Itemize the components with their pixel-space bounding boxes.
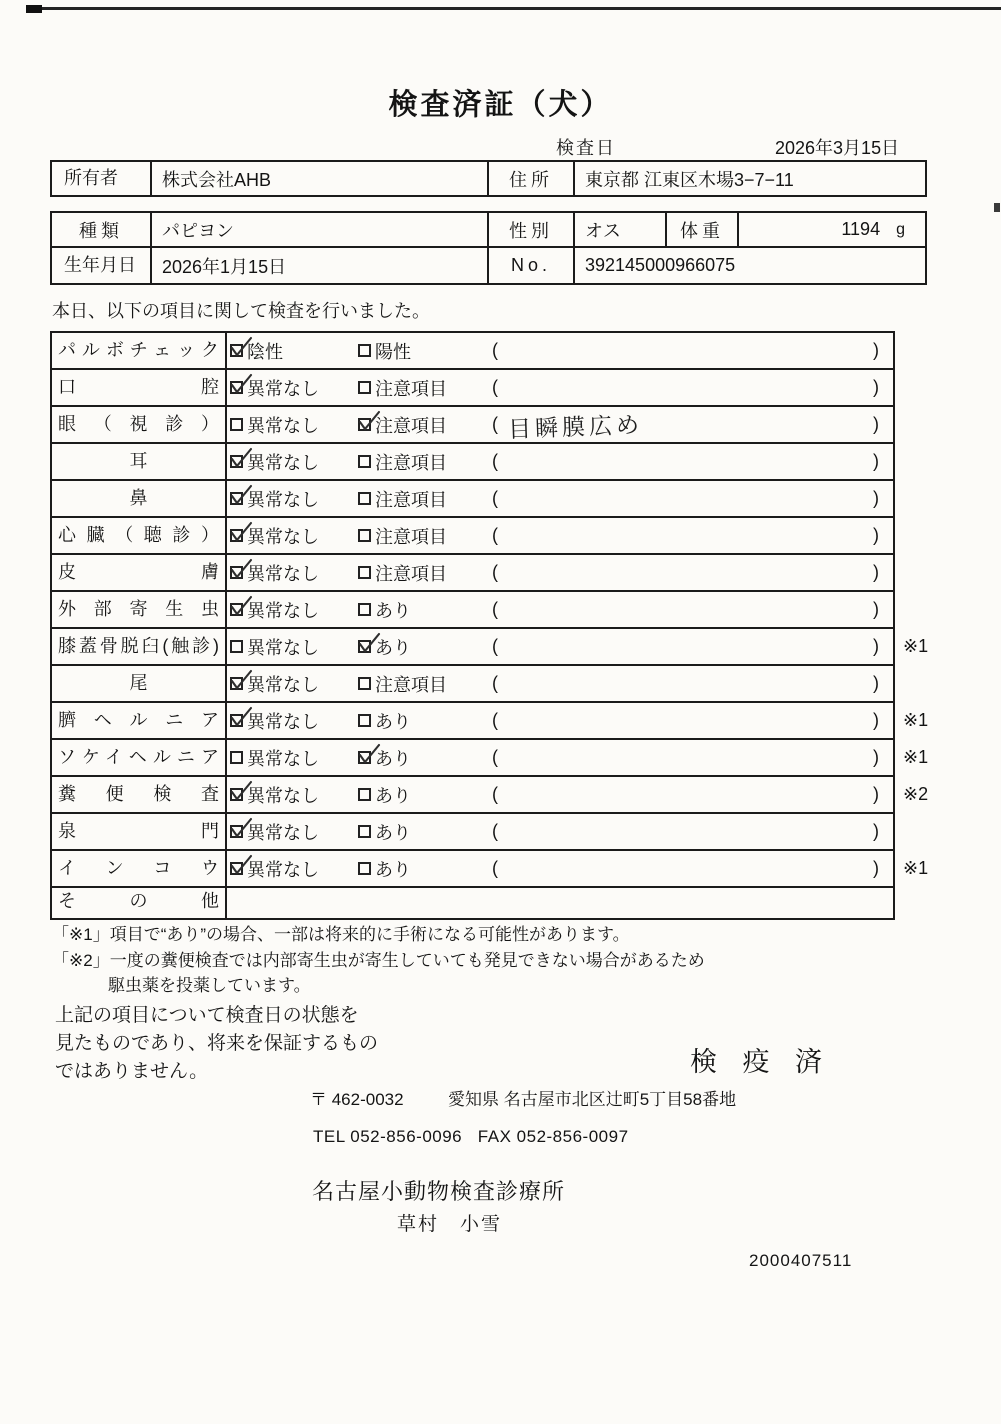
result-option-1 [227,333,355,368]
paren-close: ) [873,377,879,397]
disclaimer-text [55,1002,378,1086]
checkbox [230,566,243,579]
owner-value-cell: 株式会社AHB [152,162,489,195]
pet-table [50,211,927,285]
disclaimer-line-3: ではありません。 [55,1061,209,1082]
remarks-area [490,629,893,664]
paren-open: ( [492,784,498,804]
type-value-cell: パピヨン [152,213,489,246]
inspection-row-content [227,777,893,812]
result-option-2 [355,555,490,590]
pet-table-row-1 [52,213,925,248]
no-label-cell: No. [489,248,575,283]
result-option-2 [355,666,490,701]
document-title: 検査済証（犬） [388,89,613,121]
inspection-row-content [227,851,893,886]
remarks-area [490,407,893,442]
checkbox [358,418,371,431]
option-label: 異常なし [247,415,319,436]
result-option-1 [227,629,355,664]
inspection-item-label: 耳 [52,444,227,479]
inspection-row [52,703,929,740]
paren-close: ) [873,636,879,656]
check-mark-icon [228,558,253,581]
inspection-row [52,629,929,666]
inspection-item-label: 臍ヘルニア [52,703,227,738]
paren-open: ( [492,562,498,582]
result-option-1 [227,703,355,738]
no-value-cell: 392145000966075 [585,255,736,275]
inspection-row [52,555,893,592]
inspection-item-label: 鼻 [52,481,227,516]
check-mark-icon [228,780,253,803]
result-option-1 [227,851,355,886]
remarks-area [490,703,893,738]
option-label: 異常なし [247,711,319,732]
result-option-2 [355,333,490,368]
result-option-2 [355,407,490,442]
checkbox [230,714,243,727]
paren-close: ) [873,599,879,619]
remarks-area [490,851,893,886]
option-label: 注意項目 [375,452,447,473]
paren-close: ) [873,525,879,545]
owner-label: 所有者 [64,168,118,188]
result-option-1 [227,814,355,849]
option-label: あり [375,822,411,843]
intro-text: 本日、以下の項目に関して検査を行いました。 [52,301,430,321]
inspection-item-label: インコウ [52,851,227,886]
birth-label-cell [52,248,152,283]
check-mark-icon [228,817,253,840]
paren-open: ( [492,414,498,434]
remarks-area [490,666,893,701]
result-option-2 [355,370,490,405]
quarantine-stamp: 検 疫 済 [690,1047,832,1077]
scan-artifact-dot [994,203,1000,212]
option-label: 異常なし [247,859,319,880]
remarks-area [490,444,893,479]
inspection-row [52,851,929,888]
result-option-2 [355,481,490,516]
remarks-area [490,518,893,553]
check-mark-icon [228,595,253,618]
inspection-item-label: ソケイヘルニア [52,740,227,775]
check-mark-icon [228,336,253,359]
paren-close: ) [873,821,879,841]
owner-label-cell [52,162,152,195]
sex-label-cell: 性別 [489,213,575,246]
check-mark-icon [228,854,253,877]
checkbox [230,455,243,468]
option-label: 注意項目 [375,563,447,584]
inspection-row-content [227,703,893,738]
checkbox [230,418,243,431]
remarks-area [490,777,893,812]
paren-close: ) [873,858,879,878]
result-option-2 [355,592,490,627]
check-mark-icon [228,706,253,729]
check-mark-icon [356,743,381,766]
weight-value-cell [739,213,925,246]
inspection-item-label: 心臓（聴診） [52,518,227,553]
paren-open: ( [492,377,498,397]
result-option-2 [355,518,490,553]
inspection-row [52,777,929,814]
inspection-item-label: 膝蓋骨脱臼(触診) [52,629,227,664]
paren-open: ( [492,636,498,656]
paren-open: ( [492,747,498,767]
inspection-date-value: 2026年3月15日 [775,138,900,158]
checkbox [230,825,243,838]
result-option-1 [227,592,355,627]
checkbox [358,677,371,690]
result-option-1 [227,740,355,775]
inspection-item-label: 眼（視診） [52,407,227,442]
option-label: 異常なし [247,674,319,695]
postal-code: 〒 462-0032 [310,1090,404,1109]
checkbox [230,603,243,616]
weight-value: 1194 [841,219,881,239]
paren-open: ( [492,525,498,545]
weight-unit: g [896,220,905,238]
option-label: 異常なし [247,600,319,621]
footnote-2-line-1: 「※2」一度の糞便検査では内部寄生虫が寄生していても発見できない場合があるため [52,951,705,970]
option-label: 異常なし [247,637,319,658]
remarks-area [490,814,893,849]
clinic-name: 名古屋小動物検査診療所 [312,1179,566,1204]
owner-table [50,160,927,197]
check-mark-icon [228,521,253,544]
inspection-row [52,333,893,370]
option-label: 異常なし [247,526,319,547]
inspection-row [52,740,929,777]
disclaimer-line-1: 上記の項目について検査日の状態を [55,1005,359,1026]
disclaimer-line-2: 見たものであり、将来を保証するもの [55,1033,379,1054]
checkbox [230,677,243,690]
inspection-row [52,592,893,629]
inspection-row [52,407,893,444]
result-option-2 [355,814,490,849]
address-label-cell: 住所 [489,162,575,195]
checkbox [358,825,371,838]
result-option-2 [355,851,490,886]
checkbox [358,566,371,579]
footnote-1: 「※1」項目で“あり”の場合、一部は将来的に手術になる可能性があります。 [52,925,630,944]
result-option-1 [227,666,355,701]
option-label: 異常なし [247,489,319,510]
checkbox [358,381,371,394]
scan-artifact-blob [26,5,42,13]
check-mark-icon [228,484,253,507]
weight-label-cell: 体重 [667,213,739,246]
inspection-item-label: パルボチェック [52,333,227,368]
inspection-row-content [227,407,893,442]
inspection-item-label: 口腔 [52,370,227,405]
result-option-1 [227,444,355,479]
inspection-item-label: 尾 [52,666,227,701]
paren-open: ( [492,821,498,841]
checkbox [230,751,243,764]
inspection-row-content [227,666,893,701]
paren-close: ) [873,710,879,730]
paren-close: ) [873,451,879,471]
option-label: 異常なし [247,748,319,769]
paren-close: ) [873,414,879,434]
paren-close: ) [873,488,879,508]
result-option-1 [227,777,355,812]
checkbox [230,640,243,653]
pet-table-row-2 [52,248,925,283]
remarks-area [490,592,893,627]
option-label: 陽性 [375,341,411,362]
birth-label: 生年月日 [64,255,136,275]
option-label: 陰性 [247,341,283,362]
reference-mark: ※1 [903,858,929,878]
result-option-1 [227,555,355,590]
inspection-row-content [227,740,893,775]
paren-close: ) [873,562,879,582]
inspection-row [52,814,893,851]
option-label: 注意項目 [375,489,447,510]
result-option-2 [355,444,490,479]
inspection-row-content [227,592,893,627]
inspection-row [52,444,893,481]
checkbox [358,714,371,727]
birth-value-cell: 2026年1月15日 [152,248,489,283]
checkbox [358,788,371,801]
result-option-2 [355,740,490,775]
sex-value-cell: オス [575,213,667,246]
checkbox [358,751,371,764]
clinic-address: 愛知県 名古屋市北区辻町5丁目58番地 [448,1090,737,1109]
checkbox [230,492,243,505]
inspection-row-content [227,814,893,849]
option-label: あり [375,859,411,880]
option-label: 異常なし [247,785,319,806]
check-mark-icon [228,373,253,396]
remarks-area [490,333,893,368]
check-mark-icon [356,632,381,655]
reference-mark: ※1 [903,747,929,767]
inspection-item-label: その他 [52,888,227,918]
checkbox [230,344,243,357]
paren-open: ( [492,488,498,508]
inspection-item-label: 糞便検査 [52,777,227,812]
result-option-2 [355,777,490,812]
handwritten-note: 目瞬膜広め [507,411,644,443]
inspection-row [52,518,893,555]
type-label-cell: 種類 [52,213,152,246]
option-label: 注意項目 [375,378,447,399]
remarks-area [490,481,893,516]
inspection-row-content [227,444,893,479]
option-label: あり [375,711,411,732]
inspection-row-content [227,370,893,405]
paren-open: ( [492,599,498,619]
checkbox [358,640,371,653]
remarks-area [490,555,893,590]
paren-close: ) [873,784,879,804]
option-label: 注意項目 [375,526,447,547]
result-option-1 [227,370,355,405]
result-option-1 [227,481,355,516]
scan-artifact-line [26,7,1001,10]
paren-open: ( [492,340,498,360]
tel-fax: TEL 052-856-0096 FAX 052-856-0097 [313,1127,629,1146]
checkbox [230,529,243,542]
option-label: あり [375,637,411,658]
footnote-2-line-2: 駆虫薬を投薬しています。 [108,976,311,995]
option-label: 注意項目 [375,415,447,436]
inspection-item-label: 泉門 [52,814,227,849]
paren-open: ( [492,858,498,878]
paren-open: ( [492,710,498,730]
inspection-row-content [227,888,893,918]
checkbox [358,529,371,542]
option-label: あり [375,600,411,621]
result-option-2 [355,703,490,738]
check-mark-icon [228,669,253,692]
paren-close: ) [873,340,879,360]
checkbox [358,862,371,875]
inspection-table [50,331,929,920]
option-label: 注意項目 [375,674,447,695]
checkbox [358,344,371,357]
checkbox [358,492,371,505]
option-label: 異常なし [247,822,319,843]
inspection-item-label: 皮膚 [52,555,227,590]
reference-mark: ※1 [903,636,929,656]
checkbox [358,603,371,616]
option-label: 異常なし [247,378,319,399]
inspection-row [52,481,893,518]
inspection-item-label: 外部寄生虫 [52,592,227,627]
inspection-row-content [227,629,893,664]
checkbox [230,862,243,875]
reference-mark: ※1 [903,710,929,730]
inspection-date-label: 検査日 [556,138,616,158]
serial-number: 2000407511 [749,1251,853,1270]
option-label: 異常なし [247,563,319,584]
result-option-1 [227,518,355,553]
remarks-area [490,740,893,775]
paren-open: ( [492,673,498,693]
option-label: 異常なし [247,452,319,473]
check-mark-icon [228,447,253,470]
result-option-2 [355,629,490,664]
inspection-row [52,666,893,703]
veterinarian-name: 草村 小雪 [397,1214,503,1235]
inspection-row-content [227,518,893,553]
checkbox [230,381,243,394]
option-label: あり [375,748,411,769]
inspection-row [52,888,893,918]
inspection-row-content [227,333,893,368]
option-label: あり [375,785,411,806]
paren-close: ) [873,673,879,693]
reference-mark: ※2 [903,784,929,804]
checkbox [230,788,243,801]
result-option-1 [227,407,355,442]
paren-open: ( [492,451,498,471]
inspection-row-content [227,481,893,516]
inspection-row-content [227,555,893,590]
check-mark-icon [356,410,381,433]
checkbox [358,455,371,468]
paren-close: ) [873,747,879,767]
address-value-cell: 東京都 江東区木場3−7−11 [585,169,794,190]
